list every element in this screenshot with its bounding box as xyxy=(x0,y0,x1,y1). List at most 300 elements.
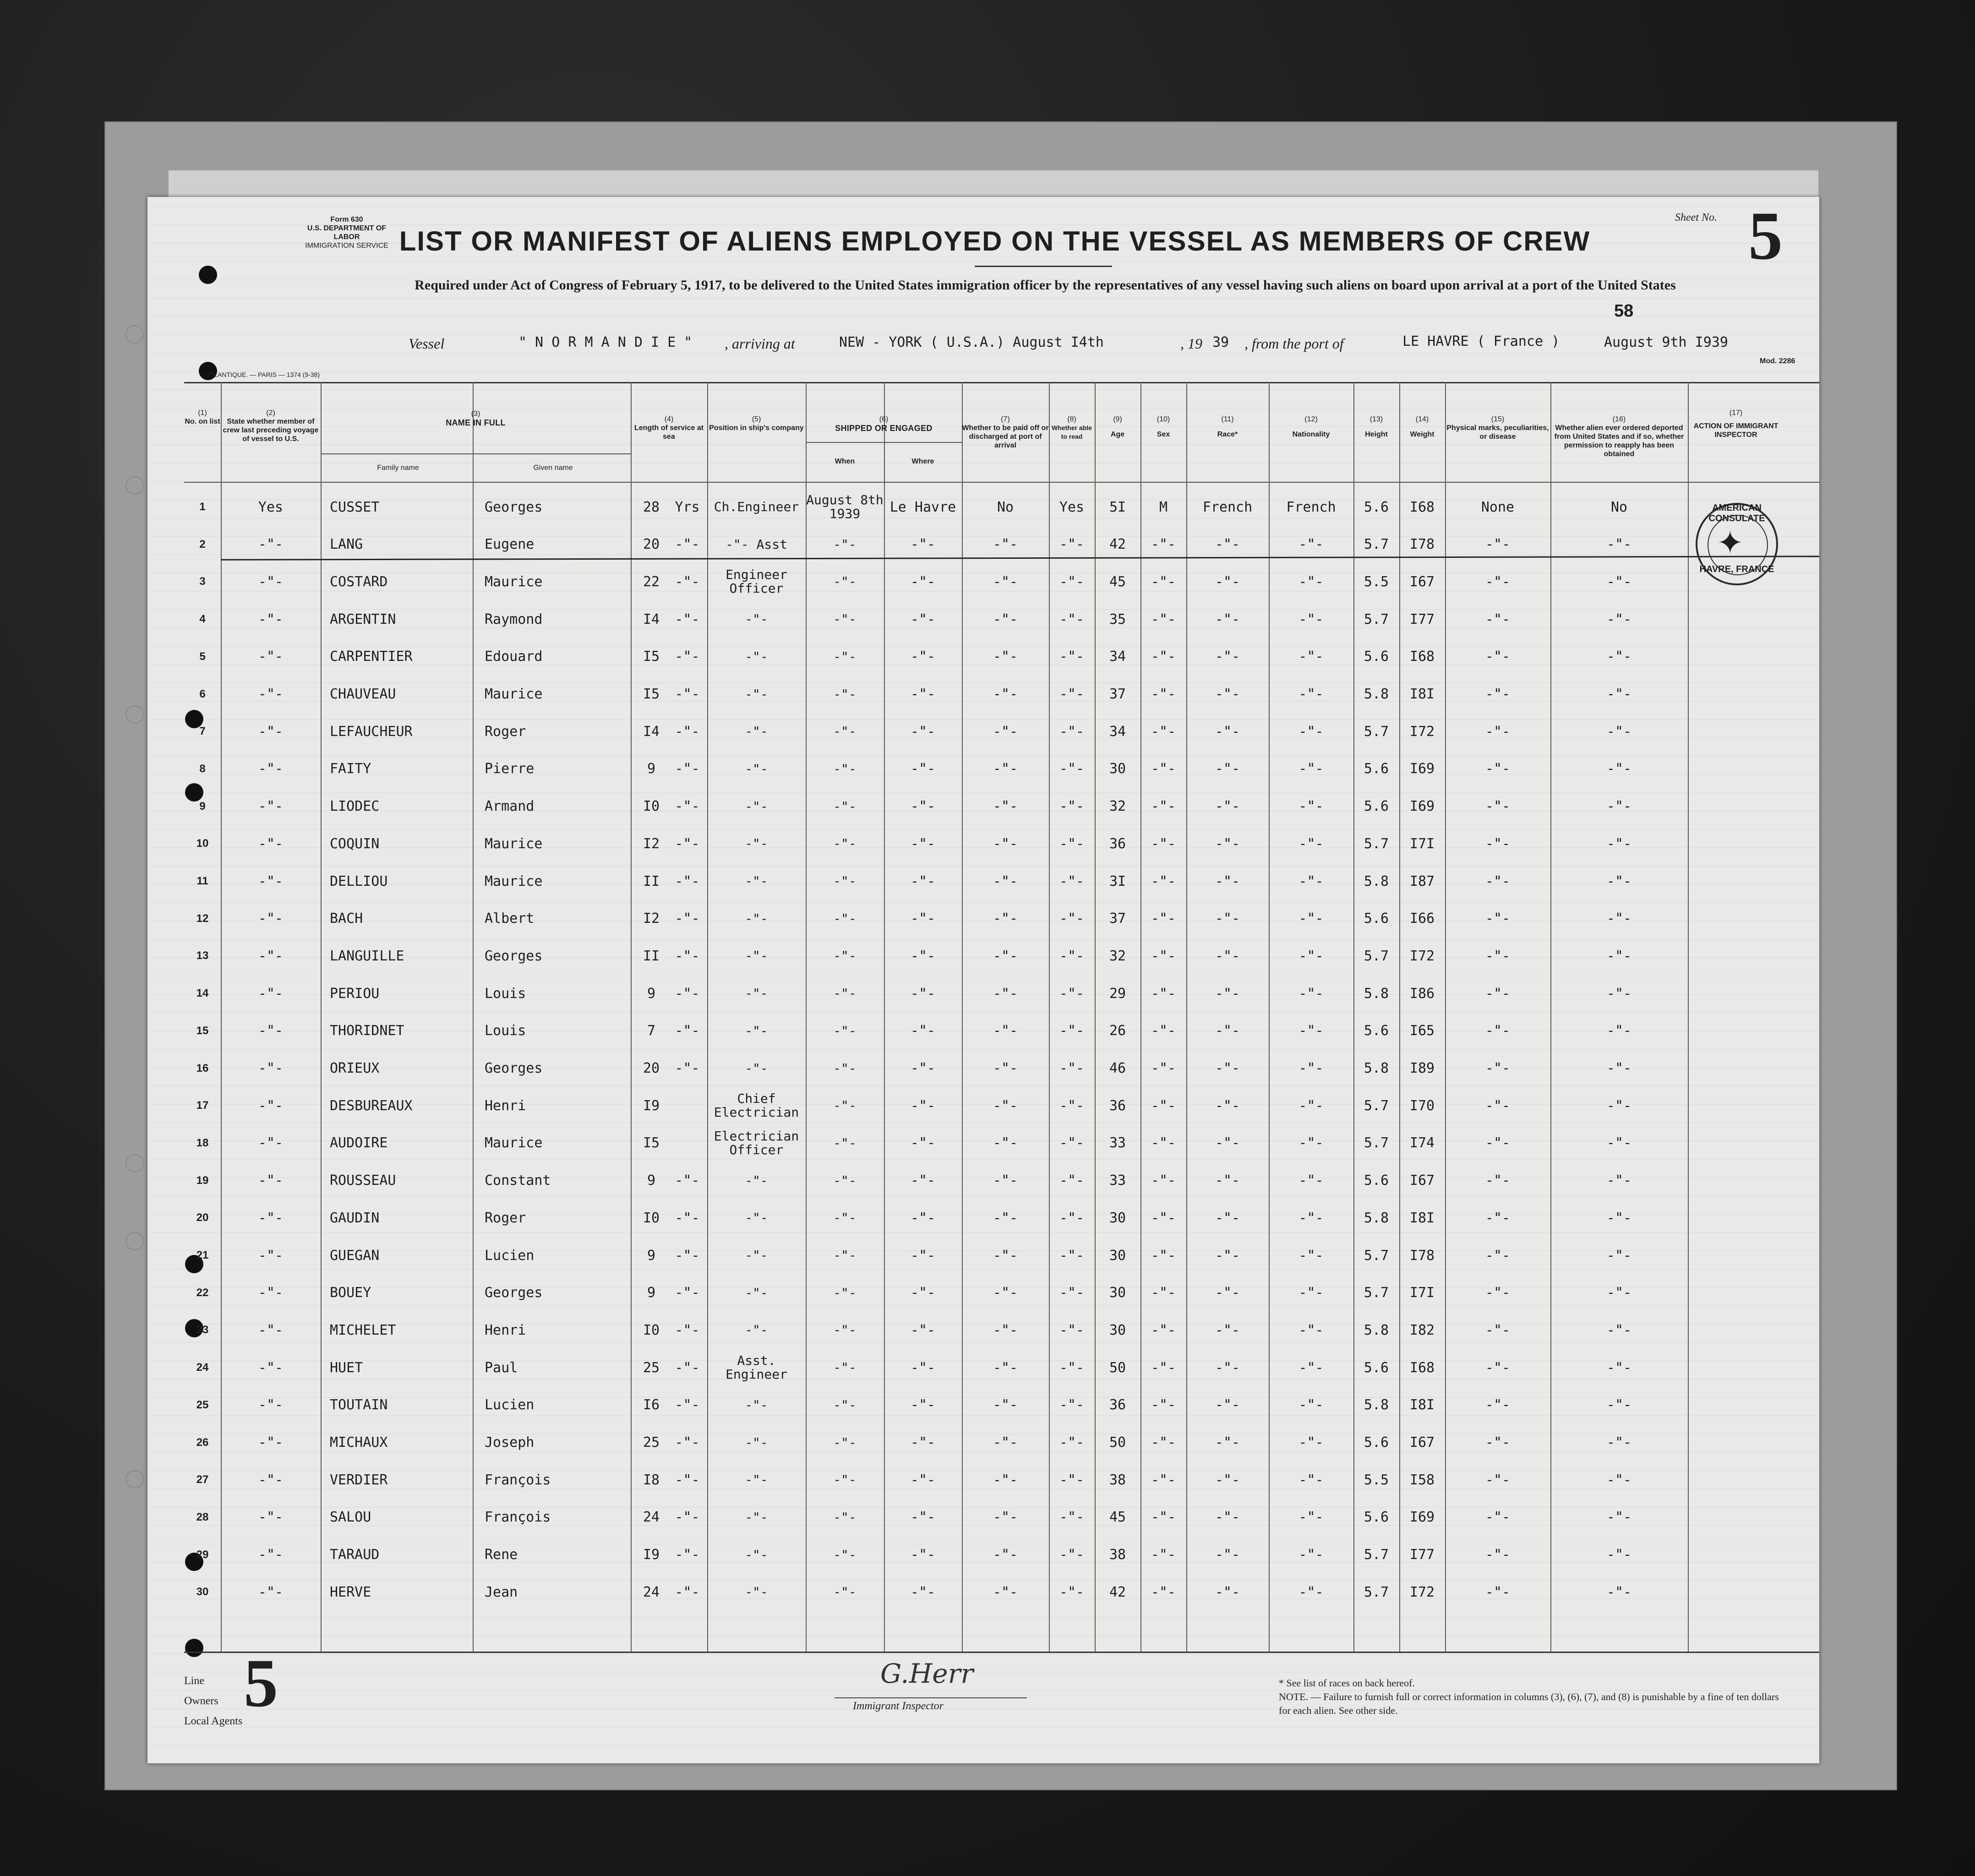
name-subheader-rule xyxy=(321,453,631,454)
service-unit-cell: -"- xyxy=(675,1060,700,1076)
family-name-cell: HUET xyxy=(330,1359,363,1376)
shipped-when-cell: -"- xyxy=(833,1172,857,1188)
shipped-when-cell: -"- xyxy=(833,836,857,851)
race-cell: -"- xyxy=(1215,1060,1240,1076)
deported-cell: -"- xyxy=(1606,1509,1632,1526)
family-name-cell: LEFAUCHEUR xyxy=(330,723,413,740)
able-to-read-cell: -"- xyxy=(1059,649,1085,665)
previous-voyage-cell: -"- xyxy=(258,985,284,1002)
shipped-where-cell: -"- xyxy=(910,1397,936,1413)
service-length-cell: I4 xyxy=(643,611,660,627)
binder-hole xyxy=(199,266,217,284)
service-length-cell: I5 xyxy=(643,686,660,702)
race-cell: -"- xyxy=(1215,835,1240,852)
service-unit-cell: -"- xyxy=(675,1472,700,1488)
given-name-cell: Armand xyxy=(485,798,535,815)
shipped-when-cell: -"- xyxy=(833,1135,857,1151)
col-paid-off-header xyxy=(962,415,1049,450)
shipped-where-cell: -"- xyxy=(910,1359,936,1376)
previous-voyage-cell: -"- xyxy=(258,1247,284,1264)
table-row xyxy=(184,1349,1819,1386)
row-number: 9 xyxy=(199,800,206,813)
service-unit-cell: -"- xyxy=(675,1434,700,1451)
deported-cell: -"- xyxy=(1606,985,1632,1002)
given-name-cell: Maurice xyxy=(485,686,543,702)
family-name-cell: COSTARD xyxy=(330,573,388,590)
nationality-cell: -"- xyxy=(1298,1547,1324,1563)
sex-cell: -"- xyxy=(1151,1547,1176,1563)
paid-off-cell: -"- xyxy=(993,1060,1018,1076)
given-name-cell: Henri xyxy=(485,1322,526,1338)
service-unit-cell: -"- xyxy=(675,948,700,964)
col-17-label: ACTION OF IMMIGRANT INSPECTOR xyxy=(1693,422,1779,439)
shipped-when-cell: -"- xyxy=(833,1360,857,1375)
previous-voyage-cell: -"- xyxy=(258,1023,284,1039)
able-to-read-cell: -"- xyxy=(1059,873,1085,889)
weight-cell: I89 xyxy=(1409,1060,1435,1076)
deported-cell: -"- xyxy=(1606,1472,1632,1488)
family-name-cell: SALOU xyxy=(330,1509,371,1526)
paid-off-cell: No xyxy=(997,499,1014,515)
row-number: 3 xyxy=(199,575,206,588)
family-name-cell: ORIEUX xyxy=(330,1060,380,1076)
paid-off-cell: -"- xyxy=(993,1547,1018,1563)
col-3-label: NAME IN FULL xyxy=(446,418,506,427)
col-13-label: Height xyxy=(1365,431,1388,438)
age-cell: 35 xyxy=(1109,611,1126,627)
given-name-cell: Georges xyxy=(485,1060,543,1076)
height-cell: 5.6 xyxy=(1364,1509,1389,1526)
able-to-read-cell: -"- xyxy=(1059,1135,1085,1151)
previous-voyage-cell: -"- xyxy=(258,1434,284,1451)
col-8-index: (8) xyxy=(1067,415,1076,423)
given-name-cell: Henri xyxy=(485,1097,526,1114)
age-cell: 3I xyxy=(1109,873,1126,889)
position-cell: -"- xyxy=(745,649,768,664)
nationality-cell: -"- xyxy=(1298,798,1324,815)
col-shipped-header xyxy=(806,415,962,433)
row-number: 13 xyxy=(196,949,209,962)
sex-cell: -"- xyxy=(1151,1285,1176,1301)
col-name-header xyxy=(321,409,631,428)
paid-off-cell: -"- xyxy=(993,1247,1018,1264)
shipped-where-cell: -"- xyxy=(910,1472,936,1488)
shipped-where-cell: -"- xyxy=(910,1097,936,1114)
position-cell: -"- xyxy=(745,986,768,1001)
physical-marks-cell: -"- xyxy=(1485,573,1511,590)
service-length-cell: 9 xyxy=(647,985,656,1002)
given-name-cell: Paul xyxy=(485,1359,518,1376)
sex-cell: -"- xyxy=(1151,1023,1176,1039)
shipped-when-cell: -"- xyxy=(833,611,857,627)
weight-cell: I7I xyxy=(1409,835,1435,852)
age-cell: 42 xyxy=(1109,536,1126,553)
height-cell: 5.6 xyxy=(1364,1359,1389,1376)
service-unit-cell: -"- xyxy=(675,835,700,852)
deported-cell: -"- xyxy=(1606,1135,1632,1151)
shipped-where-cell: -"- xyxy=(910,761,936,777)
paid-off-cell: -"- xyxy=(993,1023,1018,1039)
height-cell: 5.8 xyxy=(1364,1060,1389,1076)
service-length-cell: I4 xyxy=(643,723,660,740)
row-number: 11 xyxy=(196,875,208,887)
shipped-when-cell: -"- xyxy=(833,986,857,1001)
deported-cell: -"- xyxy=(1606,948,1632,964)
service-length-cell: 20 xyxy=(643,536,660,553)
table-row xyxy=(184,751,1819,787)
nationality-cell: -"- xyxy=(1298,1359,1324,1376)
table-row xyxy=(184,788,1819,825)
sex-cell: -"- xyxy=(1151,1322,1176,1338)
sex-cell: -"- xyxy=(1151,1247,1176,1264)
inspector-signature: G.Herr xyxy=(880,1658,974,1689)
physical-marks-cell: -"- xyxy=(1485,873,1511,889)
able-to-read-cell: -"- xyxy=(1059,573,1085,590)
col-age-header xyxy=(1095,415,1140,439)
shipped-when-cell: -"- xyxy=(833,1509,857,1525)
footer-sheet-number: 5 xyxy=(244,1645,278,1721)
age-cell: 37 xyxy=(1109,911,1126,927)
position-cell: -"- xyxy=(745,1397,768,1412)
service-length-cell: I5 xyxy=(643,1135,660,1151)
service-length-cell: 25 xyxy=(643,1359,660,1376)
deported-cell: -"- xyxy=(1606,1023,1632,1039)
height-cell: 5.7 xyxy=(1364,1547,1389,1563)
row-number: 30 xyxy=(196,1586,209,1598)
service-unit-cell: -"- xyxy=(675,1397,700,1413)
deported-cell: -"- xyxy=(1606,1359,1632,1376)
able-to-read-cell: -"- xyxy=(1059,1172,1085,1189)
sex-cell: -"- xyxy=(1151,1210,1176,1226)
race-cell: -"- xyxy=(1215,1509,1240,1526)
height-cell: 5.8 xyxy=(1364,985,1389,1002)
able-to-read-cell: -"- xyxy=(1059,1285,1085,1301)
able-to-read-cell: -"- xyxy=(1059,1322,1085,1338)
previous-voyage-cell: -"- xyxy=(258,1060,284,1076)
family-name-cell: FAITY xyxy=(330,761,371,777)
weight-cell: I66 xyxy=(1409,911,1435,927)
sex-cell: -"- xyxy=(1151,1097,1176,1114)
able-to-read-cell: Yes xyxy=(1059,499,1085,515)
col-sex-header xyxy=(1140,415,1186,439)
sex-cell: -"- xyxy=(1151,649,1176,665)
service-length-cell: I6 xyxy=(643,1397,660,1413)
position-cell: -"- xyxy=(745,1547,768,1562)
deported-cell: -"- xyxy=(1606,1434,1632,1451)
row-number: 29 xyxy=(196,1548,209,1561)
binder-ring xyxy=(125,705,144,724)
shipped-where-cell: -"- xyxy=(910,1210,936,1226)
shipped-when-cell: -"- xyxy=(833,1472,857,1488)
nationality-cell: -"- xyxy=(1298,1509,1324,1526)
weight-cell: I77 xyxy=(1409,1547,1435,1563)
sex-cell: -"- xyxy=(1151,948,1176,964)
table-bottom-rule xyxy=(184,1652,1819,1653)
title-divider xyxy=(975,266,1112,267)
col-8-label: Whether able to read xyxy=(1052,424,1092,440)
col-6-index: (6) xyxy=(879,415,889,423)
position-cell: Ch.Engineer xyxy=(714,499,799,514)
family-name-cell: LANG xyxy=(330,536,363,553)
paid-off-cell: -"- xyxy=(993,948,1018,964)
position-cell: -"- xyxy=(745,948,768,964)
shipped-where-cell: -"- xyxy=(910,1322,936,1338)
age-cell: 32 xyxy=(1109,798,1126,815)
height-cell: 5.7 xyxy=(1364,1584,1389,1600)
physical-marks-cell: -"- xyxy=(1485,761,1511,777)
weight-cell: I68 xyxy=(1409,1359,1435,1376)
deported-cell: -"- xyxy=(1606,1285,1632,1301)
row-number: 12 xyxy=(196,912,209,925)
able-to-read-cell: -"- xyxy=(1059,611,1085,627)
table-row xyxy=(184,638,1819,675)
col-given-name-header: Given name xyxy=(533,464,573,472)
service-length-cell: 25 xyxy=(643,1434,660,1451)
service-length-cell: 9 xyxy=(647,1172,656,1189)
weight-cell: I7I xyxy=(1409,1285,1435,1301)
eagle-seal-icon: ✦ xyxy=(1717,524,1744,562)
previous-voyage-cell: -"- xyxy=(258,1359,284,1376)
table-row xyxy=(184,1125,1819,1162)
sex-cell: -"- xyxy=(1151,835,1176,852)
given-name-cell: Albert xyxy=(485,911,535,927)
col-14-index: (14) xyxy=(1415,415,1429,423)
nationality-cell: -"- xyxy=(1298,873,1324,889)
service-unit-cell: -"- xyxy=(675,1247,700,1264)
sex-cell: -"- xyxy=(1151,985,1176,1002)
previous-voyage-cell: -"- xyxy=(258,1472,284,1488)
binder-ring xyxy=(125,1470,144,1489)
col-family-name-header: Family name xyxy=(377,464,419,472)
row-number: 15 xyxy=(196,1024,209,1037)
col-16-index: (16) xyxy=(1612,415,1626,423)
weight-cell: I77 xyxy=(1409,611,1435,627)
sex-cell: -"- xyxy=(1151,611,1176,627)
paid-off-cell: -"- xyxy=(993,723,1018,740)
arrival-port: NEW - YORK ( U.S.A.) August I4th xyxy=(839,334,1104,350)
service-unit-cell: -"- xyxy=(675,873,700,889)
age-cell: 36 xyxy=(1109,1097,1126,1114)
shipped-when-cell: -"- xyxy=(833,536,857,552)
physical-marks-cell: -"- xyxy=(1485,1322,1511,1338)
paid-off-cell: -"- xyxy=(993,1322,1018,1338)
previous-voyage-cell: -"- xyxy=(258,536,284,553)
weight-cell: I78 xyxy=(1409,536,1435,553)
deported-cell: -"- xyxy=(1606,873,1632,889)
service-unit-cell: -"- xyxy=(675,798,700,815)
height-cell: 5.8 xyxy=(1364,1210,1389,1226)
race-cell: -"- xyxy=(1215,1472,1240,1488)
service-length-cell: I0 xyxy=(643,798,660,815)
table-row xyxy=(184,563,1819,600)
table-row xyxy=(184,1312,1819,1348)
sex-cell: -"- xyxy=(1151,1584,1176,1600)
stamp-bottom-text: HAVRE, FRANCE xyxy=(1699,564,1774,574)
service-length-cell: 9 xyxy=(647,1285,656,1301)
physical-marks-cell: -"- xyxy=(1485,1023,1511,1039)
sex-cell: -"- xyxy=(1151,573,1176,590)
given-name-cell: Maurice xyxy=(485,573,543,590)
sex-cell: -"- xyxy=(1151,1359,1176,1376)
given-name-cell: Roger xyxy=(485,1210,526,1226)
row-number: 22 xyxy=(196,1286,209,1299)
able-to-read-cell: -"- xyxy=(1059,1247,1085,1264)
race-cell: -"- xyxy=(1215,873,1240,889)
race-cell: -"- xyxy=(1215,1097,1240,1114)
position-cell: Chief Electrician xyxy=(714,1091,799,1120)
table-row xyxy=(184,601,1819,638)
shipped-when-cell: August 8th 1939 xyxy=(806,492,884,521)
col-13-index: (13) xyxy=(1369,415,1383,423)
departure-port: LE HAVRE ( France ) xyxy=(1402,333,1560,349)
position-cell: -"- xyxy=(745,798,768,814)
table-row xyxy=(184,1462,1819,1498)
position-cell: -"- xyxy=(745,1584,768,1600)
binder-hole xyxy=(185,1639,203,1657)
position-cell: -"- xyxy=(745,611,768,627)
race-cell: -"- xyxy=(1215,911,1240,927)
service-unit-cell: -"- xyxy=(675,1509,700,1526)
table-header-rule xyxy=(184,482,1819,483)
position-cell: Engineer Officer xyxy=(726,567,787,596)
table-row xyxy=(184,1013,1819,1049)
given-name-cell: Eugene xyxy=(485,536,535,553)
col-inspector-action-header xyxy=(1688,409,1784,439)
family-name-cell: DESBUREAUX xyxy=(330,1097,413,1114)
position-cell: -"- xyxy=(745,1172,768,1188)
position-cell: -"- xyxy=(745,1023,768,1038)
col-2-index: (2) xyxy=(266,409,275,417)
consulate-stamp xyxy=(1696,503,1778,585)
nationality-cell: -"- xyxy=(1298,1172,1324,1189)
fine-note: NOTE. — Failure to furnish full or correct information in columns (3), (6), (7), and (8) is punishable by a fine of ten dollars for each alien. See other side. xyxy=(1279,1691,1779,1716)
weight-cell: I69 xyxy=(1409,1509,1435,1526)
paid-off-cell: -"- xyxy=(993,1584,1018,1600)
shipped-when-cell: -"- xyxy=(833,873,857,889)
shipped-when-cell: -"- xyxy=(833,1060,857,1076)
service-unit-cell: -"- xyxy=(675,1023,700,1039)
physical-marks-cell: -"- xyxy=(1485,1397,1511,1413)
nationality-cell: -"- xyxy=(1298,911,1324,927)
given-name-cell: Georges xyxy=(485,948,543,964)
row-number: 18 xyxy=(196,1136,209,1149)
height-cell: 5.8 xyxy=(1364,686,1389,702)
col-service-header xyxy=(631,415,707,441)
shipped-where-cell: -"- xyxy=(910,1285,936,1301)
height-cell: 5.8 xyxy=(1364,1322,1389,1338)
weight-cell: I8I xyxy=(1409,1210,1435,1226)
sex-cell: -"- xyxy=(1151,1397,1176,1413)
age-cell: 42 xyxy=(1109,1584,1126,1600)
service-unit-cell: -"- xyxy=(675,649,700,665)
family-name-cell: LIODEC xyxy=(330,798,380,815)
position-cell: -"- xyxy=(745,1472,768,1488)
vessel-name: " N O R M A N D I E " xyxy=(518,334,693,350)
shipped-when-cell: -"- xyxy=(833,911,857,926)
height-cell: 5.7 xyxy=(1364,1285,1389,1301)
service-unit-cell: -"- xyxy=(675,1584,700,1600)
service-unit-cell: -"- xyxy=(675,911,700,927)
able-to-read-cell: -"- xyxy=(1059,536,1085,553)
race-cell: -"- xyxy=(1215,948,1240,964)
shipped-when-cell: -"- xyxy=(833,798,857,814)
nationality-cell: -"- xyxy=(1298,1285,1324,1301)
col-12-index: (12) xyxy=(1304,415,1318,423)
deported-cell: -"- xyxy=(1606,1210,1632,1226)
nationality-cell: -"- xyxy=(1298,1097,1324,1114)
sex-cell: -"- xyxy=(1151,1172,1176,1189)
binder-ring xyxy=(125,325,144,344)
year-label: , 19 xyxy=(1180,335,1202,352)
previous-voyage-cell: -"- xyxy=(258,1097,284,1114)
given-name-cell: Louis xyxy=(485,985,526,1002)
physical-marks-cell: -"- xyxy=(1485,911,1511,927)
able-to-read-cell: -"- xyxy=(1059,1547,1085,1563)
col-5-index: (5) xyxy=(752,415,761,423)
table-row xyxy=(184,1237,1819,1274)
service-unit-cell: -"- xyxy=(675,536,700,553)
paid-off-cell: -"- xyxy=(993,1509,1018,1526)
deported-cell: -"- xyxy=(1606,798,1632,815)
service-length-cell: I9 xyxy=(643,1097,660,1114)
able-to-read-cell: -"- xyxy=(1059,1509,1085,1526)
family-name-cell: MICHELET xyxy=(330,1322,396,1338)
shipped-when-cell: -"- xyxy=(833,724,857,739)
races-note: * See list of races on back hereof. xyxy=(1279,1677,1415,1689)
service-length-cell: I0 xyxy=(643,1210,660,1226)
family-name-cell: TOUTAIN xyxy=(330,1397,388,1413)
family-name-cell: VERDIER xyxy=(330,1472,388,1488)
deported-cell: -"- xyxy=(1606,649,1632,665)
height-cell: 5.7 xyxy=(1364,1247,1389,1264)
race-cell: -"- xyxy=(1215,611,1240,627)
physical-marks-cell: -"- xyxy=(1485,1472,1511,1488)
service-unit-cell: -"- xyxy=(675,1547,700,1563)
deported-cell: No xyxy=(1610,499,1628,515)
position-cell: -"- xyxy=(745,1509,768,1525)
deported-cell: -"- xyxy=(1606,1397,1632,1413)
weight-cell: I70 xyxy=(1409,1097,1435,1114)
physical-marks-cell: -"- xyxy=(1485,1210,1511,1226)
shipped-when-cell: -"- xyxy=(833,1023,857,1038)
shipped-where-cell: -"- xyxy=(910,1434,936,1451)
age-cell: 38 xyxy=(1109,1472,1126,1488)
arriving-label: , arriving at xyxy=(725,335,795,352)
age-cell: 32 xyxy=(1109,948,1126,964)
family-name-cell: PERIOU xyxy=(330,985,380,1002)
nationality-cell: -"- xyxy=(1298,761,1324,777)
shipped-when-cell: -"- xyxy=(833,1584,857,1600)
able-to-read-cell: -"- xyxy=(1059,985,1085,1002)
weight-cell: I67 xyxy=(1409,1434,1435,1451)
shipped-where-cell: -"- xyxy=(910,611,936,627)
shipped-when-cell: -"- xyxy=(833,948,857,964)
sex-cell: -"- xyxy=(1151,1472,1176,1488)
family-name-cell: CARPENTIER xyxy=(330,649,413,665)
shipped-where-cell: -"- xyxy=(910,1060,936,1076)
nationality-cell: -"- xyxy=(1298,723,1324,740)
service-unit-cell: -"- xyxy=(675,1285,700,1301)
shipped-when-cell: -"- xyxy=(833,1210,857,1226)
height-cell: 5.6 xyxy=(1364,499,1389,515)
given-name-cell: Constant xyxy=(485,1172,551,1189)
col-15-index: (15) xyxy=(1491,415,1505,423)
table-row xyxy=(184,825,1819,862)
nationality-cell: -"- xyxy=(1298,948,1324,964)
given-name-cell: Louis xyxy=(485,1023,526,1039)
service-length-cell: I2 xyxy=(643,911,660,927)
age-cell: 34 xyxy=(1109,723,1126,740)
